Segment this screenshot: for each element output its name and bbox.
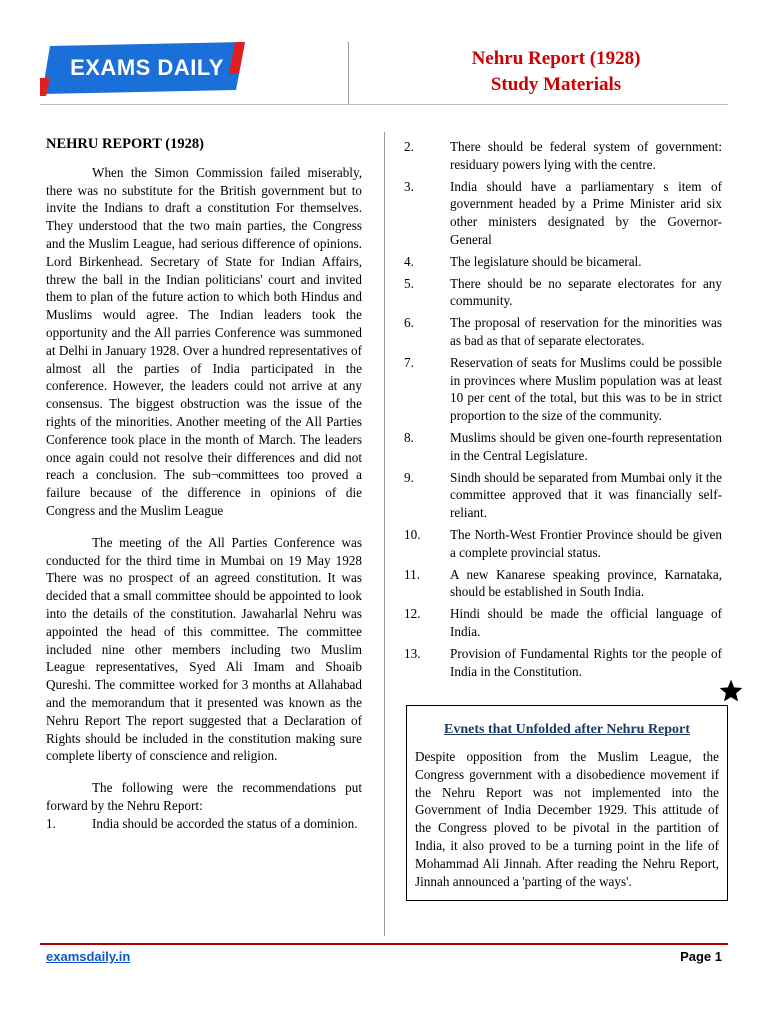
recommendations-intro: The following were the recommendations put forward by the Nehru Report: [46,780,362,813]
website-link[interactable]: examsdaily.in [46,949,131,964]
section-heading: NEHRU REPORT (1928) [46,136,204,152]
events-box [406,705,728,901]
list-item-number: 8. [404,429,414,445]
committee-paragraph: The meeting of the All Parties Conference was conducted for the third time in Mumbai on 19 May 1928 There was no prospect of an agreed constitution. It was decided that a small committee should be appointed to look into the details of the constitution. Jawaharlal Nehru was appointed the head of this committee. The committee included nine other members including two Muslim League representatives, Syed Ali Imam and Shoaib Qureshi. The committee worked for 3 months at Allahabad and the memorandum that it presented was known as the Nehru Report The report suggested that a Declaration of Rights should be included in the constitution making sure complete liberty of conscience and religion. [46,534,362,764]
page-number: Page 1 [680,949,722,964]
list-item [46,815,362,833]
column-divider [384,132,385,936]
header-rule [40,104,728,105]
list-item-number: 5. [404,275,414,291]
page-title [360,46,752,98]
list-item-number: 6. [404,315,414,331]
list-item-number: 2. [404,139,414,154]
footer-rule [40,943,728,945]
title-line-2: Study Materials [490,74,622,95]
left-column [46,136,362,832]
list-item [404,253,722,271]
list-item-number: 7. [404,354,414,370]
list-item [404,178,722,249]
list-item-number: 3. [404,178,414,194]
list-item-text: Muslims should be given one-fourth representation in the Central Legislature. [450,429,722,463]
list-item [404,275,722,311]
list-item-text: Provision of Fundamental Rights tor the people of India in the Constitution. [450,645,722,679]
list-item [404,429,722,465]
list-item-number: 1. [46,815,56,831]
list-item-number: 11. [404,566,420,582]
list-item-text: The North-West Frontier Province should be given a complete provincial status. [450,526,722,560]
logo-text: EXAMS DAILY [70,55,224,80]
list-item-number: 13. [404,645,421,661]
box-title: Evnets that Unfolded after Nehru Report [444,722,690,737]
list-item [404,469,722,522]
list-item [404,354,722,425]
list-item-text: The legislature should be bicameral. [450,253,642,269]
box-body: Despite opposition from the Muslim League, the Congress government with a disobedience movement if the Nehru Report was not implemented into the Government of India December 1929. This attitude of the Congress ploved to be pivotal in the partition of India, it also proved to be a turning point in the life of Mohammad Ali Jinnah. After reading the Nehru Report, Jinnah announced a 'parting of the ways'. [415,749,719,889]
list-item-text: Reservation of seats for Muslims could be possible in provinces where Muslim population was at least 10 per cent of the total, but this was to be in strict proportion to the size of the community. [450,354,722,424]
list-item-text: Sindh should be separated from Mumbai only it the committee approved that it was financially self-reliant. [450,469,722,521]
star-icon [718,678,744,704]
list-item-text: Hindi should be made the official language of India. [450,606,722,639]
list-item-text: India should be accorded the status of a dominion. [92,815,358,831]
list-item-text: India should have a parliamentary s item of government headed by a Prime Minister arid six other ministers designated by the Governor-General [450,178,722,247]
list-item [404,605,722,641]
recommendations-list [404,138,722,680]
exams-daily-logo [40,40,250,98]
list-item-number: 4. [404,253,414,269]
header-divider [348,42,349,104]
list-item-text: There should be no separate electorates for any community. [450,275,722,309]
list-item-text: A new Kanarese speaking province, Karnataka, should be established in South India. [450,566,722,600]
list-item [404,645,722,681]
list-item [404,566,722,602]
list-item-text: There should be federal system of government: residuary powers lying with the centre. [450,139,722,172]
right-column [404,138,722,680]
list-item [404,526,722,562]
list-item [404,314,722,350]
list-item-number: 12. [404,606,421,622]
intro-paragraph: When the Simon Commission failed miserably, there was no substitute for the British government but to invite the Indians to draft a constitution For themselves. They understood that the two main parties, the Congress and the Muslim League, had serious difference of opinions. Lord Birkenhead. Secretary of State for Indian Affairs, threw the ball in the Indian politicians' court and invited them to plan of the future action to which both Hindus and Muslims would agree. The Indian leaders took the opportunity and the All parries Conference was summoned at Delhi in January 1928. Over a hundred representatives of almost all the parties of India participated in the conference. However, the leaders could not arrive at any consensus. The biggest obstruction was the issue of the rights of the minorities. Another meeting of the All Parties Conference took place in the month of March. The leaders once again could not resolve their differences and did not reach a conclusion. The sub¬committees too proved a failure because of the difference in opinions of die Congress and the Muslim League [46,164,362,518]
list-item [404,138,722,174]
list-item-number: 10. [404,526,421,542]
list-item-number: 9. [404,469,414,485]
list-item-text: The proposal of reservation for the minorities was as bad as that of separate electorates. [450,315,722,348]
title-line-1: Nehru Report (1928) [471,48,641,69]
